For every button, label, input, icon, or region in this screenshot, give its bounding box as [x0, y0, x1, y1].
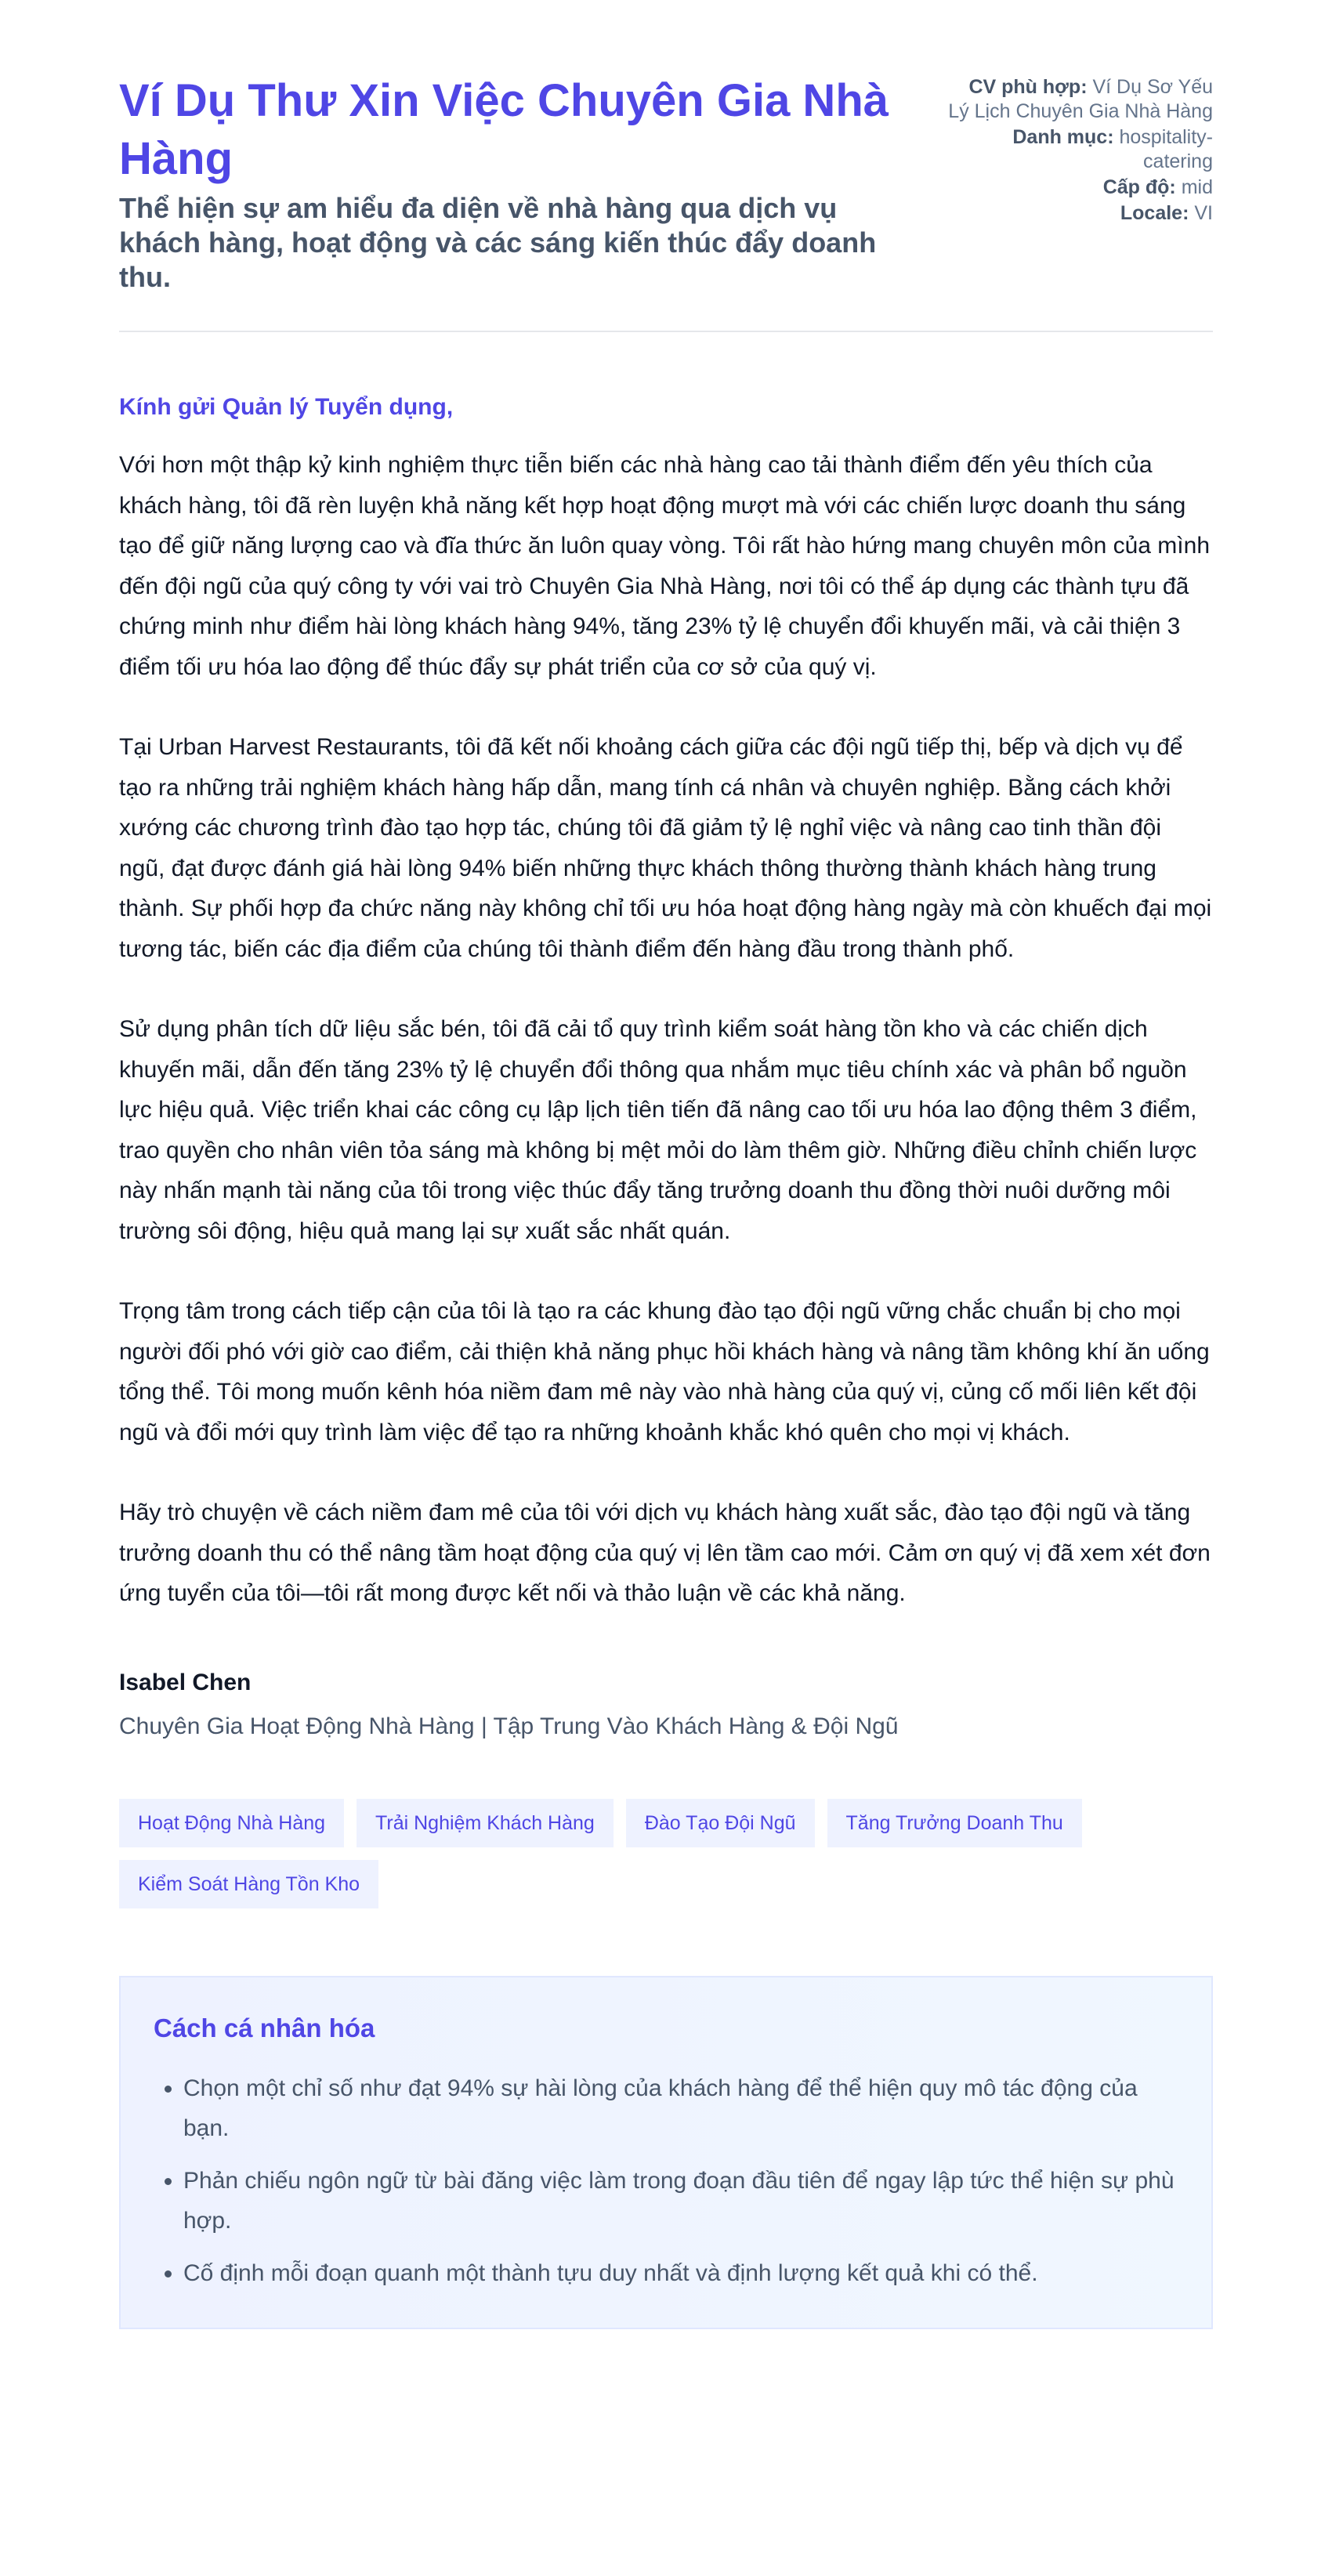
- meta-cv: [947, 75, 1213, 124]
- meta-locale: [947, 201, 1213, 226]
- skill-tag: Tăng Trưởng Doanh Thu: [827, 1799, 1082, 1847]
- letter-paragraph: Sử dụng phân tích dữ liệu sắc bén, tôi đã cải tổ quy trình kiểm soát hàng tồn kho và các chiến dịch khuyến mãi, dẫn đến tăng 23% tỷ lệ chuyển đổi thông qua nhắm mục tiêu chính xác và phân bổ nguồn lực hiệu quả. Việc triển khai các công cụ lập lịch tiên tiến đã nâng cao tối ưu hóa lao động thêm 3 điểm, trao quyền cho nhân viên tỏa sáng mà không bị mệt mỏi do làm thêm giờ. Những điều chỉnh chiến lược này nhấn mạnh tài năng của tôi trong việc thúc đẩy tăng trưởng doanh thu đồng thời nuôi dưỡng môi trường sôi động, hiệu quả mang lại sự xuất sắc nhất quán.: [119, 1016, 1197, 1244]
- meta-level-value: mid: [1181, 176, 1213, 198]
- meta-locale-label: Locale:: [1120, 202, 1189, 224]
- letter-paragraph: Với hơn một thập kỷ kinh nghiệm thực tiễn biến các nhà hàng cao tải thành điểm đến yêu thích của khách hàng, tôi đã rèn luyện khả năng kết hợp hoạt động mượt mà với các chiến lược doanh thu sáng tạo để giữ năng lượng cao và đĩa thức ăn luôn quay vòng. Tôi rất hào hứng mang chuyên môn của mình đến đội ngũ của quý công ty với vai trò Chuyên Gia Nhà Hàng, nơi tôi có thể áp dụng các thành tựu đã chứng minh như điểm hài lòng khách hàng 94%, tăng 23% tỷ lệ chuyển đổi khuyến mãi, và cải thiện 3 điểm tối ưu hóa lao động để thúc đẩy sự phát triển của cơ sở của quý vị.: [119, 452, 1210, 680]
- signature-title: Chuyên Gia Hoạt Động Nhà Hàng | Tập Trung Vào Khách Hàng & Đội Ngũ: [119, 1713, 899, 1739]
- meta-category: [947, 125, 1213, 174]
- page-subtitle: Thể hiện sự am hiểu đa diện về nhà hàng qua dịch vụ khách hàng, hoạt động và các sáng kiến thúc đẩy doanh thu.: [119, 192, 877, 293]
- signature-block: [119, 1667, 1213, 1742]
- tips-heading: Cách cá nhân hóa: [154, 2013, 375, 2042]
- tip-item: • Phản chiếu ngôn ngữ từ bài đăng việc làm trong đoạn đầu tiên để ngay lập tức thể hiện sự phù hợp.: [183, 2161, 1178, 2241]
- meta-cv-label: CV phù hợp:: [968, 76, 1088, 98]
- skill-tag: Kiểm Soát Hàng Tồn Kho: [119, 1860, 378, 1908]
- skill-tag: Đào Tạo Đội Ngũ: [626, 1799, 815, 1847]
- meta-level-label: Cấp độ:: [1102, 176, 1176, 198]
- letter-paragraph: Trọng tâm trong cách tiếp cận của tôi là tạo ra các khung đào tạo đội ngũ vững chắc chuẩn bị cho mọi người đối phó với giờ cao điểm, cải thiện khả năng phục hồi khách hàng và nâng tầm không khí ăn uống tổng thể. Tôi mong muốn kênh hóa niềm đam mê này vào nhà hàng của quý vị, củng cố mối liên kết đội ngũ và đổi mới quy trình làm việc để tạo ra những khoảnh khắc khó quên cho mọi vị khách.: [119, 1298, 1210, 1445]
- meta-category-label: Danh mục:: [1012, 126, 1114, 148]
- meta-cv-value: Ví Dụ Sơ Yếu Lý Lịch Chuyên Gia Nhà Hàng: [948, 76, 1213, 122]
- skill-tag: Trải Nghiệm Khách Hàng: [357, 1799, 614, 1847]
- tip-item: • Chọn một chỉ số như đạt 94% sự hài lòng của khách hàng để thể hiện quy mô tác động của bạn.: [183, 2068, 1178, 2148]
- personalization-tips: [119, 1976, 1213, 2329]
- letter-paragraph: Hãy trò chuyện về cách niềm đam mê của tôi với dịch vụ khách hàng xuất sắc, đào tạo đội ngũ và tăng trưởng doanh thu có thể nâng tầm hoạt động của quý vị lên tầm cao mới. Cảm ơn quý vị đã xem xét đơn ứng tuyển của tôi—tôi rất mong được kết nối và thảo luận về các khả năng.: [119, 1500, 1211, 1606]
- signature-name: Isabel Chen: [119, 1669, 252, 1695]
- tips-list: [154, 2068, 1178, 2293]
- page-title: Ví Dụ Thư Xin Việc Chuyên Gia Nhà Hàng: [119, 75, 889, 184]
- meta-category-value: hospitality-catering: [1119, 126, 1213, 172]
- tip-item: • Cố định mỗi đoạn quanh một thành tựu duy nhất và định lượng kết quả khi có thể.: [183, 2253, 1178, 2293]
- letter-salutation: Kính gửi Quản lý Tuyển dụng,: [119, 394, 454, 420]
- meta-locale-value: VI: [1194, 202, 1213, 224]
- skill-tag: Hoạt Động Nhà Hàng: [119, 1799, 344, 1847]
- page-header: [119, 0, 1213, 332]
- meta-panel: [947, 72, 1213, 295]
- letter-body: [119, 445, 1213, 1614]
- title-block: [119, 72, 903, 295]
- letter-paragraph: Tại Urban Harvest Restaurants, tôi đã kết nối khoảng cách giữa các đội ngũ tiếp thị, bếp và dịch vụ để tạo ra những trải nghiệm khách hàng hấp dẫn, mang tính cá nhân và chuyên nghiệp. Bằng cách khởi xướng các chương trình đào tạo hợp tác, chúng tôi đã giảm tỷ lệ nghỉ việc và nâng cao tinh thần đội ngũ, đạt được đánh giá hài lòng 94% biến những thực khách thông thường thành khách hàng trung thành. Sự phối hợp đa chức năng này không chỉ tối ưu hóa hoạt động hàng ngày mà còn khuếch đại mọi tương tác, biến các địa điểm của chúng tôi thành điểm đến hàng đầu trong thành phố.: [119, 734, 1212, 962]
- meta-level: [947, 175, 1213, 200]
- skill-tags: [119, 1799, 1213, 1908]
